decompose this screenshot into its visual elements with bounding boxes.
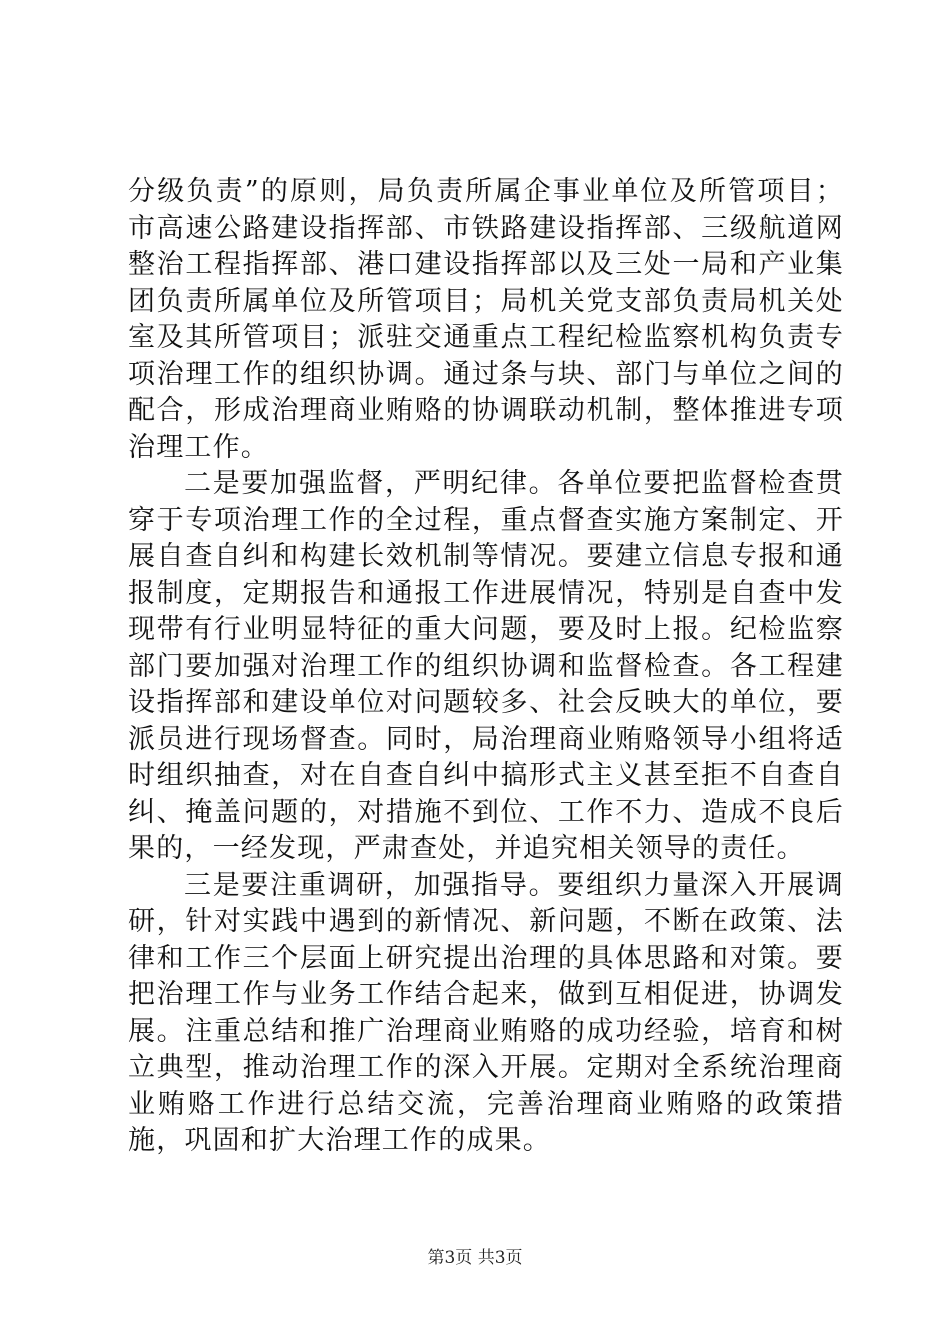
paragraph-supervision: 二是要加强监督，严明纪律。各单位要把监督检查贯穿于专项治理工作的全过程，重点督查实施方案制定、开展自查自纠和构建长效机制等情况。要建立信息专报和通报制度，定期报告和通报工作进展情况，特别是自查中发现带有行业明显特征的重大问题，要及时上报。纪检监察部门要加强对治理工作的组织协调和监督检查。各工程建设指挥部和建设单位对问题较多、社会反映大的单位，要派员进行现场督查。同时，局治理商业贿赂领导小组将适时组织抽查，对在自查自纠中搞形式主义甚至拒不自查自纠、掩盖问题的，对措施不到位、工作不力、造成不良后果的，一经发现，严肃查处，并追究相关领导的责任。 [128, 468, 844, 864]
paragraph-continuation: 分级负责”的原则，局负责所属企事业单位及所管项目；市高速公路建设指挥部、市铁路建设指挥部、三级航道网整治工程指挥部、港口建设指挥部以及三处一局和产业集团负责所属单位及所管项目；局机关党支部负责局机关处室及其所管项目；派驻交通重点工程纪检监察机构负责专项治理工作的组织协调。通过条与块、部门与单位之间的配合，形成治理商业贿赂的协调联动机制，整体推进专项治理工作。 [128, 176, 844, 463]
paragraph-research: 三是要注重调研，加强指导。要组织力量深入开展调研，针对实践中遇到的新情况、新问题，不断在政策、法律和工作三个层面上研究提出治理的具体思路和对策。要把治理工作与业务工作结合起来，做到互相促进，协调发展。注重总结和推广治理商业贿赂的成功经验，培育和树立典型，推动治理工作的深入开展。定期对全系统治理商业贿赂工作进行总结交流，完善治理商业贿赂的政策措施，巩固和扩大治理工作的成果。 [128, 869, 844, 1156]
document-body [128, 174, 844, 1160]
page-number-footer: 第3页 共3页 [427, 1248, 523, 1268]
